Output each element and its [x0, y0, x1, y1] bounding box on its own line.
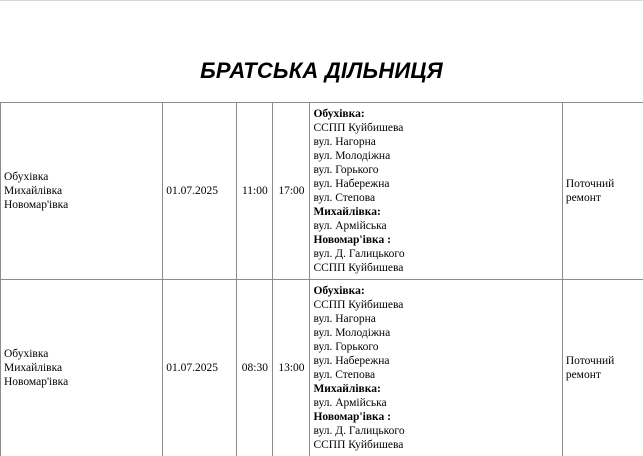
street-name: вул. Набережна	[313, 355, 390, 367]
village-name: Обухівка	[4, 348, 49, 360]
work-type: ремонт	[565, 192, 601, 204]
street-name: вул. Армійська	[313, 220, 387, 232]
end-time: 17:00	[278, 185, 305, 197]
end-time-cell	[273, 280, 310, 456]
start-time: 11:00	[241, 185, 268, 197]
village-name: Новомар'івка	[4, 376, 69, 388]
street-name: вул. Д. Галицького	[313, 425, 405, 437]
start-time-cell	[237, 280, 273, 456]
village-name: Михайлівка	[4, 185, 63, 197]
settlement-heading: Михайлівка:	[313, 206, 381, 218]
date-cell	[163, 280, 237, 456]
settlement-heading: Новомар'івка :	[313, 234, 391, 246]
street-name: вул. Нагорна	[313, 136, 376, 148]
settlement-heading: Обухівка:	[313, 285, 365, 297]
settlement-heading: Новомар'івка :	[313, 411, 391, 423]
street-name: ССПП Куйбишева	[313, 299, 404, 311]
outage-schedule-table	[0, 102, 643, 456]
street-name: вул. Набережна	[313, 178, 390, 190]
schedule-body	[1, 103, 643, 456]
street-name: вул. Молодіжна	[313, 327, 391, 339]
start-time: 08:30	[241, 362, 268, 374]
village-name: Михайлівка	[4, 362, 63, 374]
table-row	[1, 103, 643, 280]
outage-date: 01.07.2025	[166, 185, 218, 197]
street-name: вул. Молодіжна	[313, 150, 391, 162]
work-type-cell	[562, 280, 643, 456]
street-name: вул. Нагорна	[313, 313, 376, 325]
settlement-heading: Михайлівка:	[313, 383, 381, 395]
villages-cell	[1, 280, 163, 456]
table-row	[1, 280, 643, 456]
outage-date: 01.07.2025	[166, 362, 218, 374]
work-type: Поточний	[565, 355, 615, 367]
street-name: вул. Армійська	[313, 397, 387, 409]
work-type: ремонт	[565, 369, 601, 381]
street-name: вул. Горького	[313, 341, 379, 353]
village-name: Обухівка	[4, 171, 49, 183]
street-name: ССПП Куйбишева	[313, 439, 404, 451]
date-cell	[163, 103, 237, 280]
end-time: 13:00	[278, 362, 305, 374]
street-name: вул. Степова	[313, 192, 376, 204]
start-time-cell	[237, 103, 273, 280]
street-name: ССПП Куйбишева	[313, 262, 404, 274]
end-time-cell	[273, 103, 310, 280]
work-type: Поточний	[565, 178, 615, 190]
streets-cell	[310, 103, 562, 280]
street-name: вул. Д. Галицького	[313, 248, 405, 260]
street-name: ССПП Куйбишева	[313, 122, 404, 134]
village-name: Новомар'івка	[4, 199, 69, 211]
streets-cell	[310, 280, 562, 456]
page-title: БРАТСЬКА ДІЛЬНИЦЯ	[200, 58, 443, 83]
work-type-cell	[562, 103, 643, 280]
street-name: вул. Степова	[313, 369, 376, 381]
street-name: вул. Горького	[313, 164, 379, 176]
settlement-heading: Обухівка:	[313, 108, 365, 120]
villages-cell	[1, 103, 163, 280]
